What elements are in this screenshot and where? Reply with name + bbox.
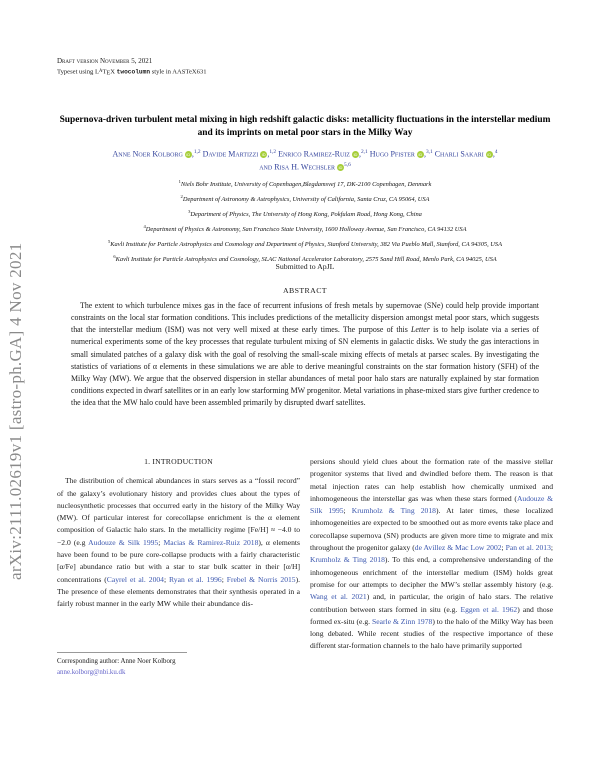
right-column — [310, 456, 553, 653]
text-segment: ), α elements have been found to be pure core-collapse products with a fairly characteristic [α/Fe] abundance ratio but with a star to star bulk scatter in their [α/H] concentrations ( — [57, 537, 300, 584]
affiliation-superscript: 1,2 — [193, 149, 201, 155]
author-name: Anne Noer Kolborg — [112, 149, 183, 159]
author-name: Enrico Ramirez-Ruiz — [278, 149, 350, 159]
two-column-body — [57, 456, 553, 653]
affiliation-text: Kavli Institute for Particle Astrophysics and Cosmology, SLAC National Accelerator Laboratory, 2575 Sand Hill Road, Menlo Park, CA 94025, USA — [115, 255, 497, 263]
text-segment: style in AASTeX631 — [150, 67, 207, 75]
text-segment: ). At later times, these localized inhomogeneities are expected to be smoothed out as more events take place and corecollapse supernova (SN) products are given more time to migrate and mix throughout the progenitor galaxy ( — [310, 506, 553, 553]
text-segment: X — [110, 67, 117, 75]
affiliation-number: 4 — [143, 223, 146, 229]
text-segment: Typeset using L — [57, 67, 100, 75]
citation-link[interactable]: Cayrel et al. 2004 — [106, 574, 164, 584]
orcid-icon[interactable]: iD — [353, 152, 358, 158]
typeset-line — [57, 67, 207, 79]
affiliation-text: Department of Astronomy & Astrophysics, University of California, Santa Cruz, CA 95064, USA — [182, 196, 430, 204]
affiliation-number: 5 — [107, 238, 111, 244]
affiliation — [57, 176, 553, 191]
abstract-heading: ABSTRACT — [283, 286, 327, 295]
text-segment: The distribution of chemical abundances in stars serves as a “fossil record” of the galaxy’s evolutionary history and provides clues about the types of nucleosynthetic processes that occurred early in the history of the Milky Way (MW). Of particular interest for corecollapse enrichment is the α element composition of Galactic halo stars. In the metallicity regime [Fe/H] ≈ −4.0 to −2.0 (e.g — [57, 476, 300, 547]
section-heading-introduction: 1. INTRODUCTION — [144, 457, 213, 466]
author-separator: , — [492, 149, 495, 159]
submitted-note: Submitted to ApJL — [275, 262, 335, 271]
text-segment: persions should yield clues about the formation rate of the massive stellar progenitor systems that lived and dwindled before them. The reason is that metal injection rates can help establish how chemically unmixed and inhomogeneous the interstellar gas was when these stars formed ( — [310, 457, 553, 503]
affiliation-number: 6 — [113, 253, 116, 259]
corresponding-author-footnote — [57, 652, 300, 678]
affiliation-superscript: 1,2 — [269, 149, 277, 155]
affiliation — [57, 206, 553, 221]
affiliation-list — [57, 176, 553, 266]
author-separator: , — [191, 149, 194, 159]
author-name: Charli Sakari — [434, 149, 484, 159]
author-line — [57, 147, 553, 160]
left-column — [57, 456, 300, 653]
footnote-rule — [57, 652, 187, 653]
affiliation-text: Kavli Institute for Particle Astrophysics and Cosmology and Department of Physics, Stanford University, 382 Via Pueblo Mall, Stanford, CA 94305, USA — [110, 240, 503, 248]
text-segment: ). To this end, a comprehensive understanding of the inhomogeneous enrichment of the interstellar medium (ISM) holds great promise for our attempts to decipher the MW’s stellar assembly history (e.g. — [310, 555, 553, 589]
citation-link[interactable]: Frebel & Norris 2015 — [226, 574, 296, 584]
text-segment: E — [106, 69, 111, 76]
affiliation-text: Niels Bohr Institute, University of Copenhagen,Blegdamsvej 17, DK-2100 Copenhagen, Denmark — [180, 181, 432, 189]
affiliation — [57, 191, 553, 206]
affiliation — [57, 221, 553, 236]
author-prefix: and — [259, 162, 275, 172]
author-list — [57, 147, 553, 173]
text-segment: ; — [501, 543, 506, 553]
citation-link[interactable]: Wang et al. 2021 — [310, 592, 367, 602]
text-segment: The extent to which turbulence mixes gas in the face of recurrent infusions of fresh metals by supernovae (SNe) could help provide important constraints on the local star formation conditions. This includes predictions of the metallicity dispersion amongst metal poor stars, which suggests that the interstellar medium (ISM) was not very well mixed at these early times. The purpose of this — [71, 301, 539, 335]
text-segment: Letter — [411, 325, 430, 335]
citation-link[interactable]: Audouze & Silk 1995 — [310, 493, 554, 516]
author-name: Hugo Pfister — [369, 149, 415, 159]
affiliation-superscript: 3,1 — [425, 149, 433, 155]
abstract-text — [71, 300, 539, 409]
paper-title: Supernova-driven turbulent metal mixing in high redshift galactic disks: metallicity fluctuations in the interstellar medium and its imprints on metal poor stars in the Milky Way — [59, 115, 551, 138]
citation-link[interactable]: Searle & Zinn 1978 — [372, 616, 433, 626]
text-segment: ; — [343, 506, 352, 516]
citation-link[interactable]: Krumholz & Ting 2018 — [310, 555, 385, 565]
affiliation-text: Department of Physics, The University of Hong Kong, Pokfulam Road, Hong Kong, China — [190, 210, 422, 218]
author-line — [57, 160, 553, 173]
affiliation-superscript: 2,1 — [360, 149, 368, 155]
orcid-icon[interactable]: iD — [186, 152, 191, 158]
citation-link[interactable]: Macias & Ramirez-Ruiz 2018 — [163, 537, 259, 547]
text-segment: ) and, in particular, the origin of halo stars. The relative contribution between stars formed in situ (e.g. — [310, 592, 553, 614]
arxiv-watermark: arXiv:2111.02619v1 [astro-ph.GA] 4 Nov 2021 — [6, 242, 25, 580]
affiliation-text: Department of Physics & Astronomy, San Francisco State University, 1600 Holloway Avenue, San Francisco, CA 94132 USA — [145, 225, 467, 233]
affiliation-number: 3 — [188, 208, 191, 214]
text-segment: ; — [550, 543, 553, 553]
corresponding-author-label: Corresponding author: Anne Noer Kolborg — [57, 658, 176, 665]
author-separator: , — [267, 149, 270, 159]
text-segment: ; — [163, 574, 170, 584]
draft-version-line: Draft version November 5, 2021 — [57, 57, 153, 65]
intro-paragraph-right — [310, 456, 553, 653]
affiliation-number: 2 — [180, 193, 183, 199]
affiliation — [57, 236, 553, 251]
orcid-icon[interactable]: iD — [338, 165, 343, 171]
affiliation-superscript: 5,6 — [344, 162, 351, 169]
author-name: Risa H. Wechsler — [274, 162, 336, 172]
citation-link[interactable]: de Avillez & Mac Low 2002 — [414, 543, 502, 553]
author-name: Davide Martizzi — [202, 149, 259, 159]
text-segment: twocolumn — [116, 67, 151, 75]
citation-link[interactable]: Ryan et al. 1996 — [169, 574, 222, 584]
text-segment: ) to the halo of the Milky Way has been long debated. While recent studies of the respective importance of these different star-formation channels to the halo have primarily supported — [310, 616, 553, 651]
orcid-icon[interactable]: iD — [261, 152, 266, 158]
text-segment: ). The presence of these elements demonstrates that their synthesis operated in a fairly robust manner in the early MW while their abundance dis- — [57, 574, 301, 609]
citation-link[interactable]: Eggen et al. 1962 — [460, 604, 518, 614]
author-separator: , — [358, 149, 361, 159]
affiliation-superscript: 4 — [494, 149, 498, 155]
orcid-icon[interactable]: iD — [487, 152, 492, 158]
orcid-icon[interactable]: iD — [418, 152, 423, 158]
text-segment: is to help isolate via a series of numerical experiments some of the key processes that regulate turbulent mixing of SN elements in galactic disks. We study the gas interactions in small simulated patches of a galaxy disk with the goal of resolving the small-scale mixing effects of metals at parsec scales. By investigating the statistics of variations of α elements in these simulations we are able to derive meaningful constraints on the star formation history (SFH) of the Milky Way (MW). We argue that the observed dispersion in stellar abundances of metal poor halo stars are naturally explained by star formation conditions expected in dwarf satellites or in an early low starforming MW progenitor. Metal variations in phase-mixed stars give further credence to the idea that the MW halo could have been assembled primarily by disrupted dwarf satellites. — [71, 325, 540, 408]
citation-link[interactable]: Pan et al. 2013 — [505, 543, 551, 553]
text-segment: A — [99, 68, 103, 74]
text-segment: ; — [158, 537, 164, 547]
affiliation-number: 1 — [178, 179, 181, 184]
intro-paragraph-left — [57, 475, 300, 610]
text-segment: T — [102, 67, 107, 75]
text-segment: ) and those formed ex-situ (e.g. — [310, 604, 553, 626]
author-separator: , — [423, 149, 426, 159]
text-segment: ; — [221, 574, 227, 584]
citation-link[interactable]: Audouze & Silk 1995 — [88, 537, 159, 547]
citation-link[interactable]: Krumholz & Ting 2018 — [351, 506, 436, 516]
draft-header — [57, 56, 207, 78]
corresponding-author-email[interactable]: anne.kolborg@nbi.ku.dk — [57, 668, 126, 676]
